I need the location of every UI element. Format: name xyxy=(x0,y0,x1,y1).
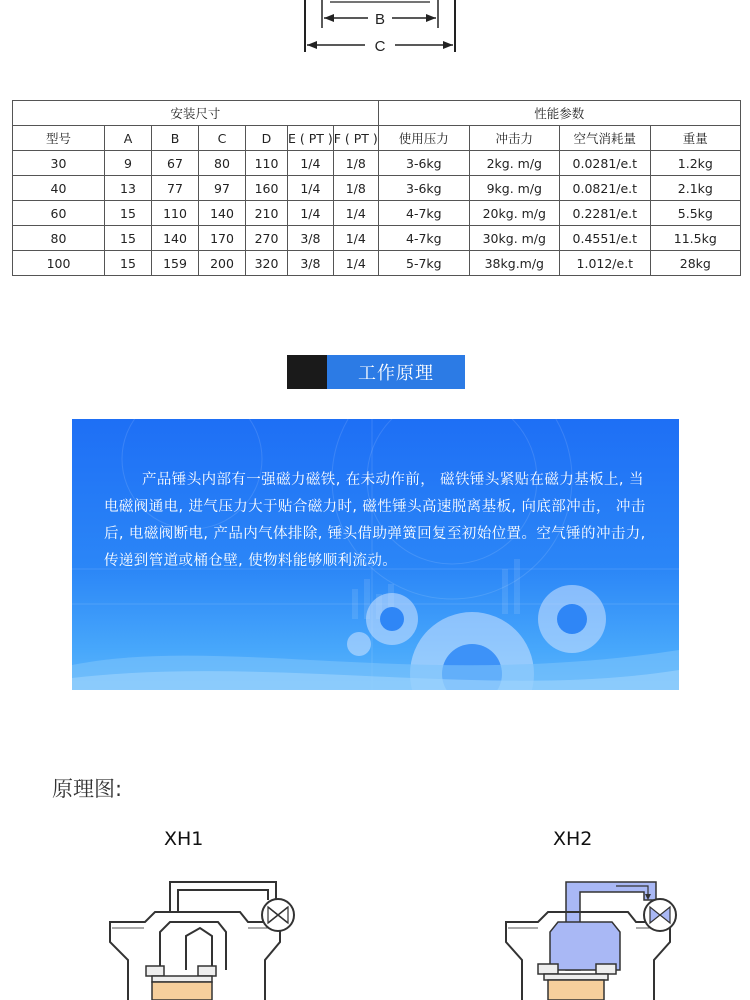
table-cell: 1/4 xyxy=(333,226,378,251)
table-row xyxy=(13,201,741,226)
table-header-row xyxy=(13,126,741,151)
col-header-pressure: 使用压力 xyxy=(378,126,469,151)
table-cell: 1.2kg xyxy=(650,151,740,176)
table-row xyxy=(13,251,741,276)
table-cell: 38kg.m/g xyxy=(469,251,559,276)
table-cell: 9 xyxy=(105,151,152,176)
table-cell: 4-7kg xyxy=(378,201,469,226)
col-header-d: D xyxy=(246,126,288,151)
dim-b-label: B xyxy=(374,11,386,28)
dim-c-label: C xyxy=(374,38,386,55)
table-cell: 2.1kg xyxy=(650,176,740,201)
table-cell: 11.5kg xyxy=(650,226,740,251)
col-header-air: 空气消耗量 xyxy=(559,126,650,151)
table-cell: 77 xyxy=(152,176,199,201)
table-row xyxy=(13,226,741,251)
table-cell: 5.5kg xyxy=(650,201,740,226)
col-header-weight: 重量 xyxy=(650,126,740,151)
principle-text: 产品锤头内部有一强磁力磁铁, 在未动作前， 磁铁锤头紧贴在磁力基板上, 当电磁阀通电, 进气压力大于贴合磁力时, 磁性锤头高速脱离基板, 向底部冲击， 冲击后, 电磁阀断电, 产品内气体排除, 锤头借助弹簧回复至初始位置。空气锤的冲击力, 传递到管道或桶仓壁, 使物料能够顺利流动。 xyxy=(104,472,646,569)
col-header-f: F ( PT ) xyxy=(333,126,378,151)
table-cell: 1/8 xyxy=(333,151,378,176)
col-header-e: E ( PT ) xyxy=(288,126,334,151)
table-cell: 20kg. m/g xyxy=(469,201,559,226)
table-cell: 2kg. m/g xyxy=(469,151,559,176)
group-install-header: 安装尺寸 xyxy=(13,101,379,126)
table-cell: 5-7kg xyxy=(378,251,469,276)
table-cell: 1/4 xyxy=(333,201,378,226)
table-cell: 210 xyxy=(246,201,288,226)
table-cell: 80 xyxy=(13,226,105,251)
table-cell: 1/8 xyxy=(333,176,378,201)
diagram-title: 原理图: xyxy=(52,777,123,801)
table-cell: 0.0281/e.t xyxy=(559,151,650,176)
table-cell: 30kg. m/g xyxy=(469,226,559,251)
table-cell: 110 xyxy=(246,151,288,176)
table-cell: 200 xyxy=(199,251,246,276)
table-cell: 160 xyxy=(246,176,288,201)
table-cell: 0.2281/e.t xyxy=(559,201,650,226)
table-cell: 0.4551/e.t xyxy=(559,226,650,251)
table-cell: 28kg xyxy=(650,251,740,276)
table-cell: 140 xyxy=(199,201,246,226)
valve-icon xyxy=(644,899,676,931)
table-cell: 97 xyxy=(199,176,246,201)
principle-banner xyxy=(72,419,679,690)
table-cell: 3/8 xyxy=(288,226,334,251)
banner-wave xyxy=(72,630,679,690)
table-cell: 4-7kg xyxy=(378,226,469,251)
table-cell: 100 xyxy=(13,251,105,276)
table-cell: 30 xyxy=(13,151,105,176)
table-cell: 1.012/e.t xyxy=(559,251,650,276)
dimension-drawing xyxy=(290,0,470,60)
table-cell: 3/8 xyxy=(288,251,334,276)
table-cell: 80 xyxy=(199,151,246,176)
table-cell: 60 xyxy=(13,201,105,226)
table-group-row xyxy=(13,101,741,126)
table-cell: 15 xyxy=(105,251,152,276)
diagram-label-xh1: XH1 xyxy=(164,828,204,850)
table-cell: 3-6kg xyxy=(378,151,469,176)
table-cell: 170 xyxy=(199,226,246,251)
diagram-xh1 xyxy=(100,870,300,1000)
col-header-b: B xyxy=(152,126,199,151)
table-cell: 1/4 xyxy=(288,201,334,226)
table-row xyxy=(13,176,741,201)
table-cell: 13 xyxy=(105,176,152,201)
table-cell: 67 xyxy=(152,151,199,176)
table-cell: 140 xyxy=(152,226,199,251)
col-header-a: A xyxy=(105,126,152,151)
table-cell: 15 xyxy=(105,226,152,251)
group-perf-header: 性能参数 xyxy=(378,101,740,126)
table-cell: 0.0821/e.t xyxy=(559,176,650,201)
col-header-model: 型号 xyxy=(13,126,105,151)
table-cell: 1/4 xyxy=(288,176,334,201)
table-cell: 320 xyxy=(246,251,288,276)
table-cell: 9kg. m/g xyxy=(469,176,559,201)
valve-icon xyxy=(262,899,294,931)
spec-table xyxy=(12,100,741,276)
col-header-impact: 冲击力 xyxy=(469,126,559,151)
col-header-c: C xyxy=(199,126,246,151)
table-row xyxy=(13,151,741,176)
table-cell: 159 xyxy=(152,251,199,276)
table-cell: 15 xyxy=(105,201,152,226)
section-header xyxy=(287,355,465,389)
section-title: 工作原理 xyxy=(327,355,465,389)
table-cell: 3-6kg xyxy=(378,176,469,201)
diagram-label-xh2: XH2 xyxy=(553,828,593,850)
table-cell: 1/4 xyxy=(333,251,378,276)
section-header-block xyxy=(287,355,327,389)
table-cell: 110 xyxy=(152,201,199,226)
table-cell: 40 xyxy=(13,176,105,201)
table-cell: 1/4 xyxy=(288,151,334,176)
diagram-xh2 xyxy=(498,870,698,1000)
table-cell: 270 xyxy=(246,226,288,251)
